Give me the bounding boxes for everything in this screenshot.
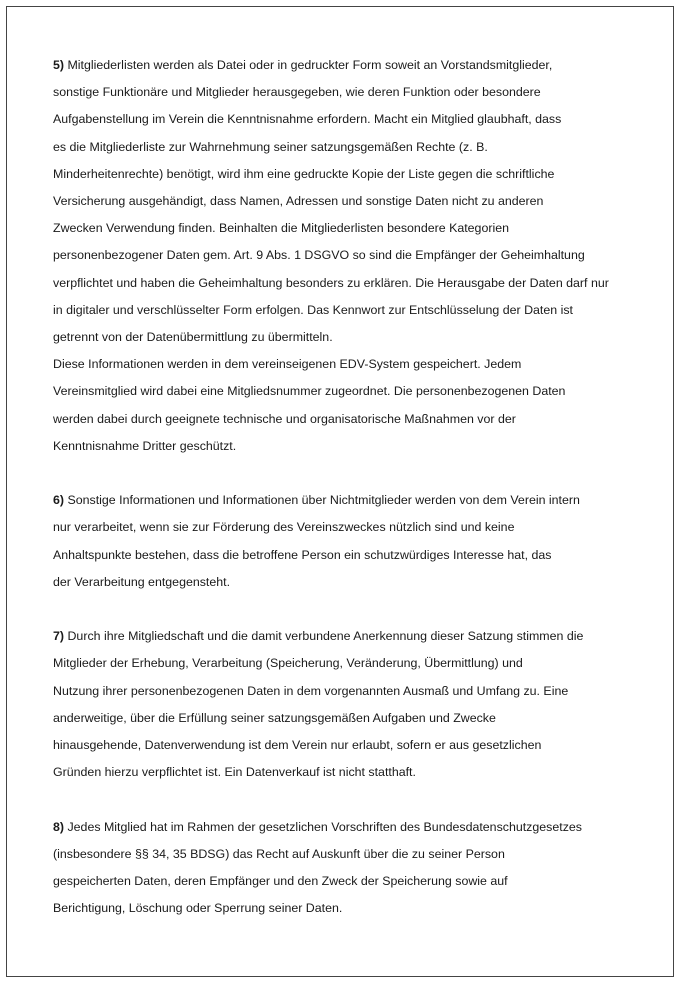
text-line: Mitglieder der Erhebung, Verarbeitung (Speicherung, Veränderung, Übermittlung) und	[53, 656, 523, 671]
text-line	[53, 52, 653, 79]
text-line: Diese Informationen werden in dem vereinseigenen EDV-System gespeichert. Jedem	[53, 357, 522, 372]
section-text: Durch ihre Mitgliedschaft und die damit verbundene Anerkennung dieser Satzung stimmen die	[64, 629, 584, 644]
text-line: gespeicherten Daten, deren Empfänger und den Zweck der Speicherung sowie auf	[53, 874, 508, 889]
text-line: Minderheitenrechte) benötigt, wird ihm eine gedruckte Kopie der Liste gegen die schriftliche	[53, 166, 555, 181]
text-line: (insbesondere §§ 34, 35 BDSG) das Recht auf Auskunft über die zu seiner Person	[53, 846, 505, 861]
section-6	[53, 487, 653, 596]
section-text: Sonstige Informationen und Informationen über Nichtmitglieder werden von dem Verein intern	[64, 493, 580, 508]
text-line: getrennt von der Datenübermittlung zu übermitteln.	[53, 330, 333, 345]
text-line: Zwecken Verwendung finden. Beinhalten die Mitgliederlisten besondere Kategorien	[53, 221, 509, 236]
text-line: Berichtigung, Löschung oder Sperrung seiner Daten.	[53, 901, 343, 916]
text-line: hinausgehende, Datenverwendung ist dem Verein nur erlaubt, sofern er aus gesetzlichen	[53, 738, 542, 753]
document-body	[53, 52, 653, 922]
text-line: verpflichtet und haben die Geheimhaltung besonders zu erklären. Die Herausgabe der Daten darf nur	[53, 275, 609, 290]
text-line: Anhaltspunkte bestehen, dass die betroffene Person ein schutzwürdiges Interesse hat, das	[53, 547, 552, 562]
paragraph-spacer	[53, 596, 653, 623]
text-line: sonstige Funktionäre und Mitglieder herausgegeben, wie deren Funktion oder besondere	[53, 85, 541, 100]
section-8	[53, 814, 653, 923]
text-line: Vereinsmitglied wird dabei eine Mitgliedsnummer zugeordnet. Die personenbezogenen Daten	[53, 384, 566, 399]
text-line	[53, 487, 653, 514]
section-7	[53, 623, 653, 786]
text-line: Aufgabenstellung im Verein die Kenntnisnahme erfordern. Macht ein Mitglied glaubhaft, dass	[53, 112, 562, 127]
text-line: Kenntnisnahme Dritter geschützt.	[53, 438, 237, 453]
section-number: 7)	[53, 629, 65, 644]
text-line: werden dabei durch geeignete technische und organisatorische Maßnahmen vor der	[53, 411, 516, 426]
text-line: es die Mitgliederliste zur Wahrnehmung seiner satzungsgemäßen Rechte (z. B.	[53, 139, 488, 154]
text-line	[53, 814, 653, 841]
section-text: Jedes Mitglied hat im Rahmen der gesetzlichen Vorschriften des Bundesdatenschutzgesetzes	[64, 819, 582, 834]
text-line: nur verarbeitet, wenn sie zur Förderung des Vereinszweckes nützlich sind und keine	[53, 520, 515, 535]
paragraph-spacer	[53, 786, 653, 813]
text-line: Gründen hierzu verpflichtet ist. Ein Datenverkauf ist nicht statthaft.	[53, 765, 416, 780]
section-number: 8)	[53, 819, 65, 834]
text-line: anderweitige, über die Erfüllung seiner satzungsgemäßen Aufgaben und Zwecke	[53, 710, 496, 725]
paragraph-spacer	[53, 460, 653, 487]
section-number: 5)	[53, 58, 65, 72]
text-line: Versicherung ausgehändigt, dass Namen, Adressen und sonstige Daten nicht zu anderen	[53, 194, 544, 209]
text-line: personenbezogener Daten gem. Art. 9 Abs. 1 DSGVO so sind die Empfänger der Geheimhaltung	[53, 248, 585, 263]
text-line: der Verarbeitung entgegensteht.	[53, 574, 231, 589]
text-line: Nutzung ihrer personenbezogenen Daten in dem vorgenannten Ausmaß und Umfang zu. Eine	[53, 683, 569, 698]
section-5	[53, 52, 653, 460]
text-line: in digitaler und verschlüsselter Form erfolgen. Das Kennwort zur Entschlüsselung der Daten ist	[53, 302, 573, 317]
section-number: 6)	[53, 493, 65, 508]
section-text: Mitgliederlisten werden als Datei oder in gedruckter Form soweit an Vorstandsmitglieder,	[64, 58, 553, 72]
text-line	[53, 623, 653, 650]
